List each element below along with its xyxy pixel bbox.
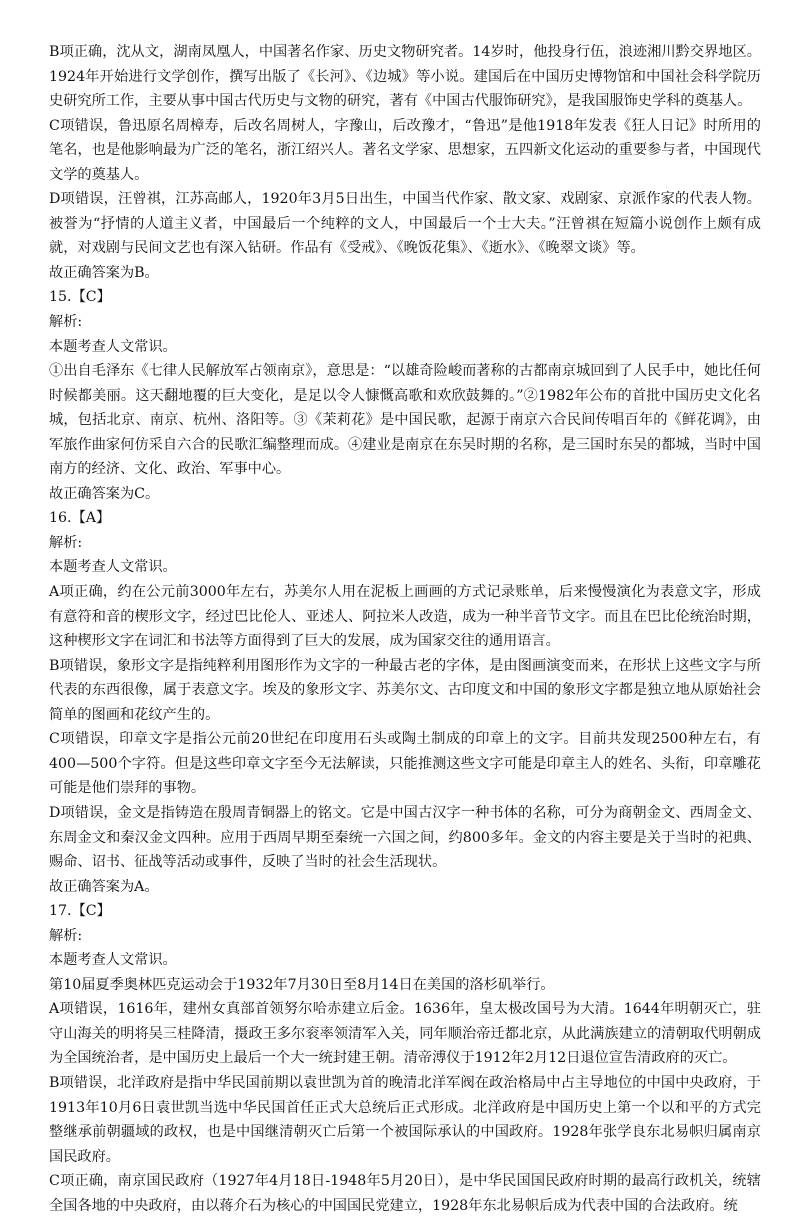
paragraph-16-b: B项错误，象形文字是指纯粹利用图形作为文字的一种最古老的字体，是由图画演变而来，在形状上这些文字与所代表的东西很像，属于表意文字。埃及的象形文字、苏美尔文、古印度文和中国的象形文字都是独立地从原始社会简单的图画和花纹产生的。 — [49, 657, 761, 723]
paragraph-d-wang-zengqi: D项错误，汪曾祺，江苏高邮人，1920年3月5日出生，中国当代作家、散文家、戏剧家、京派作家的代表人物。被誉为“抒情的人道主义者，中国最后一个纯粹的文人，中国最后一个士大夫。”汪曾祺在短篇小说创作上颇有成就，对戏剧与民间文艺也有深入钻研。作品有《受戒》、《晚饭花集》、《逝水》、《晚翠文谈》等。 — [49, 191, 761, 257]
paragraph-17-intro: 第10届夏季奥林匹克运动会于1932年7月30日至8月14日在美国的洛杉矶举行。 — [49, 976, 555, 993]
paragraph-b-shen-congwen: B项正确，沈从文，湖南凤凰人，中国著名作家、历史文物研究者。14岁时，他投身行伍，浪迹湘川黔交界地区。1924年开始进行文学创作，撰写出版了《长河》、《边城》等小说。建国后在中国历史博物馆和中国社会科学院历史研究所工作，主要从事中国古代历史与文物的研究，著有《中国古代服饰研究》，是我国服饰史学科的奠基人。 — [49, 44, 761, 110]
answer-16: 故正确答案为A。 — [49, 878, 159, 895]
topic-16: 本题考查人文常识。 — [49, 559, 177, 576]
topic-17: 本题考查人文常识。 — [49, 952, 177, 969]
paragraph-c-lu-xun: C项错误，鲁迅原名周樟寿，后改名周树人，字豫山，后改豫才，“鲁迅”是他1918年发表《狂人日记》时所用的笔名，也是他影响最为广泛的笔名，浙江绍兴人。著名文学家、思想家，五四新文化运动的重要参与者，中国现代文学的奠基人。 — [49, 117, 761, 183]
topic-15: 本题考查人文常识。 — [49, 338, 177, 355]
paragraph-16-a: A项正确，约在公元前3000年左右，苏美尔人用在泥板上画画的方式记录账单，后来慢慢演化为表意文字，形成有意符和音的楔形文字，经过巴比伦人、亚述人、阿拉米人改造，成为一种半音节文字。而且在巴比伦统治时期，这种楔形文字在词汇和书法等方面得到了巨大的发展，成为国家交往的通用语言。 — [49, 584, 761, 650]
answer-15: 故正确答案为C。 — [49, 485, 160, 502]
document-page — [49, 40, 761, 1218]
paragraph-16-d: D项错误，金文是指铸造在殷周青铜器上的铭文。它是中国古汉字一种书体的名称，可分为商朝金文、西周金文、东周金文和秦汉金文四种。应用于西周早期至秦统一六国之间，约800多年。金文的内容主要是关于当时的祀典、赐命、诏书、征战等活动或事件，反映了当时的社会生活现状。 — [49, 804, 761, 871]
answer-14: 故正确答案为B。 — [49, 264, 159, 281]
question-15-heading: 15.【C】 — [49, 289, 111, 306]
paragraph-17-a: A项错误，1616年，建州女真部首领努尔哈赤建立后金。1636年，皇太极改国号为大清。1644年明朝灭亡，驻守山海关的明将吴三桂降清，摄政王多尔衮率领清军入关，同年顺治帝迁都北京，从此满族建立的清朝取代明朝成为全国统治者，是中国历史上最后一个大一统封建王朝。清帝溥仪于1912年2月12日退位宣告清政府的灭亡。 — [49, 1001, 761, 1067]
analysis-label-16: 解析: — [49, 534, 83, 551]
paragraph-16-c: C项错误，印章文字是指公元前20世纪在印度用石头或陶土制成的印章上的文字。目前共发现2500种左右，有400—500个字符。但是这些印章文字至今无法解读，只能推测这些文字可能是印章主人的姓名、头衔，印章雕花可能是他们崇拜的事物。 — [49, 731, 761, 797]
question-17-heading: 17.【C】 — [49, 903, 111, 920]
paragraph-17-c: C项正确，南京国民政府（1927年4月18日-1948年5月20日），是中华民国国民政府时期的最高行政机关，统辖全国各地的中央政府，由以蒋介石为核心的中国国民党建立，1928年东北易帜后成为代表中国的合法政府。统 — [49, 1173, 761, 1214]
paragraph-15-explanation: ①出自毛泽东《七律人民解放军占领南京》，意思是：“以雄奇险峻而著称的古都南京城回到了人民手中，她比任何时候都美丽。这天翻地覆的巨大变化，是足以令人慷慨高歌和欢欣鼓舞的。”②1982年公布的首批中国历史文化名城，包括北京、南京、杭州、洛阳等。③《茉莉花》是中国民歌，起源于南京六合民间传唱百年的《鲜花调》，由军旅作曲家何仿采自六合的民歌汇编整理而成。④建业是南京在东吴时期的名称，是三国时东吴的都城，当时中国南方的经济、文化、政治、军事中心。 — [49, 363, 761, 478]
paragraph-17-b: B项错误，北洋政府是指中华民国前期以袁世凯为首的晚清北洋军阀在政治格局中占主导地位的中国中央政府，于1913年10月6日袁世凯当选中华民国首任正式大总统后正式形成。北洋政府是中国历史上第一个以和平的方式完整继承前朝疆域的政权，也是中国继清朝灭亡后第一个被国际承认的中国政府。1928年张学良东北易帜归属南京国民政府。 — [49, 1074, 761, 1165]
question-16-heading: 16.【A】 — [49, 510, 111, 527]
analysis-label-17: 解析: — [49, 927, 83, 944]
analysis-label-15: 解析: — [49, 314, 83, 331]
